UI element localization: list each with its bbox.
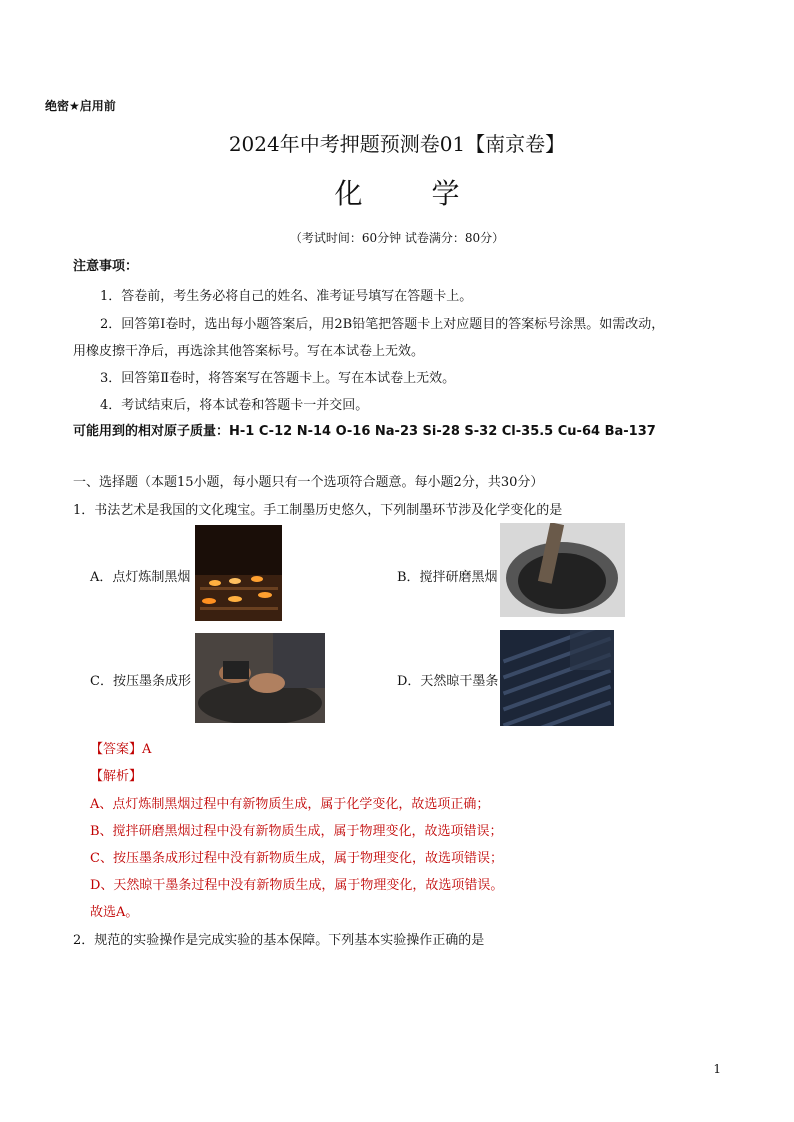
analysis-line: A、点灯炼制黑烟过程中有新物质生成，属于化学变化，故选项正确； (90, 797, 490, 812)
answer: 【答案】A (90, 742, 152, 757)
option-c-image (195, 633, 325, 723)
notice-item: 3．回答第Ⅱ卷时，将答案写在答题卡上。写在本试卷上无效。 (100, 371, 456, 386)
analysis-conclusion: 故选A。 (90, 905, 139, 920)
question-2-stem: 2．规范的实验操作是完成实验的基本保障。下列基本实验操作正确的是 (73, 933, 485, 948)
notice-title: 注意事项： (73, 259, 139, 274)
analysis-line: D、天然晾干墨条过程中没有新物质生成，属于物理变化，故选项错误。 (90, 878, 504, 893)
option-b-image (500, 523, 625, 617)
page-title: 2024年中考押题预测卷01【南京卷】 (228, 132, 566, 156)
option-c-label: C．按压墨条成形 (90, 674, 191, 689)
option-b-label: B．搅拌研磨黑烟 (397, 570, 498, 585)
option-a-image (195, 525, 282, 621)
notice-item: 1．答卷前，考生务必将自己的姓名、准考证号填写在答题卡上。 (100, 289, 473, 304)
notice-item: 4．考试结束后，将本试卷和答题卡一并交回。 (100, 398, 369, 413)
option-d-image (500, 630, 614, 726)
confidential-label: 绝密★启用前 (45, 99, 116, 113)
analysis-line: C、按压墨条成形过程中没有新物质生成，属于物理变化，故选项错误； (90, 851, 503, 866)
analysis-title: 【解析】 (90, 769, 143, 784)
analysis-line: B、搅拌研磨黑烟过程中没有新物质生成，属于物理变化，故选项错误； (90, 824, 503, 839)
notice-item: 用橡皮擦干净后，再选涂其他答案标号。写在本试卷上无效。 (73, 344, 425, 359)
question-1-stem: 1．书法艺术是我国的文化瑰宝。手工制墨历史悠久，下列制墨环节涉及化学变化的是 (73, 503, 563, 518)
option-d-label: D．天然晾干墨条 (397, 674, 499, 689)
page-number: 1 (713, 1062, 721, 1076)
section-heading: 一、选择题（本题15小题，每小题只有一个选项符合题意。每小题2分，共30分） (73, 475, 544, 490)
subject-title: 化 学 (334, 177, 490, 210)
exam-info: （考试时间：60分钟 试卷满分：80分） (289, 231, 505, 245)
notice-item: 2．回答第Ⅰ卷时，选出每小题答案后，用2B铅笔把答题卡上对应题目的答案标号涂黑。如需改动， (100, 317, 665, 332)
option-a-label: A．点灯炼制黑烟 (90, 570, 191, 585)
atomic-masses: 可能用到的相对原子质量：H-1 C-12 N-14 O-16 Na-23 Si-28 S-32 Cl-35.5 Cu-64 Ba-137 (73, 424, 656, 439)
